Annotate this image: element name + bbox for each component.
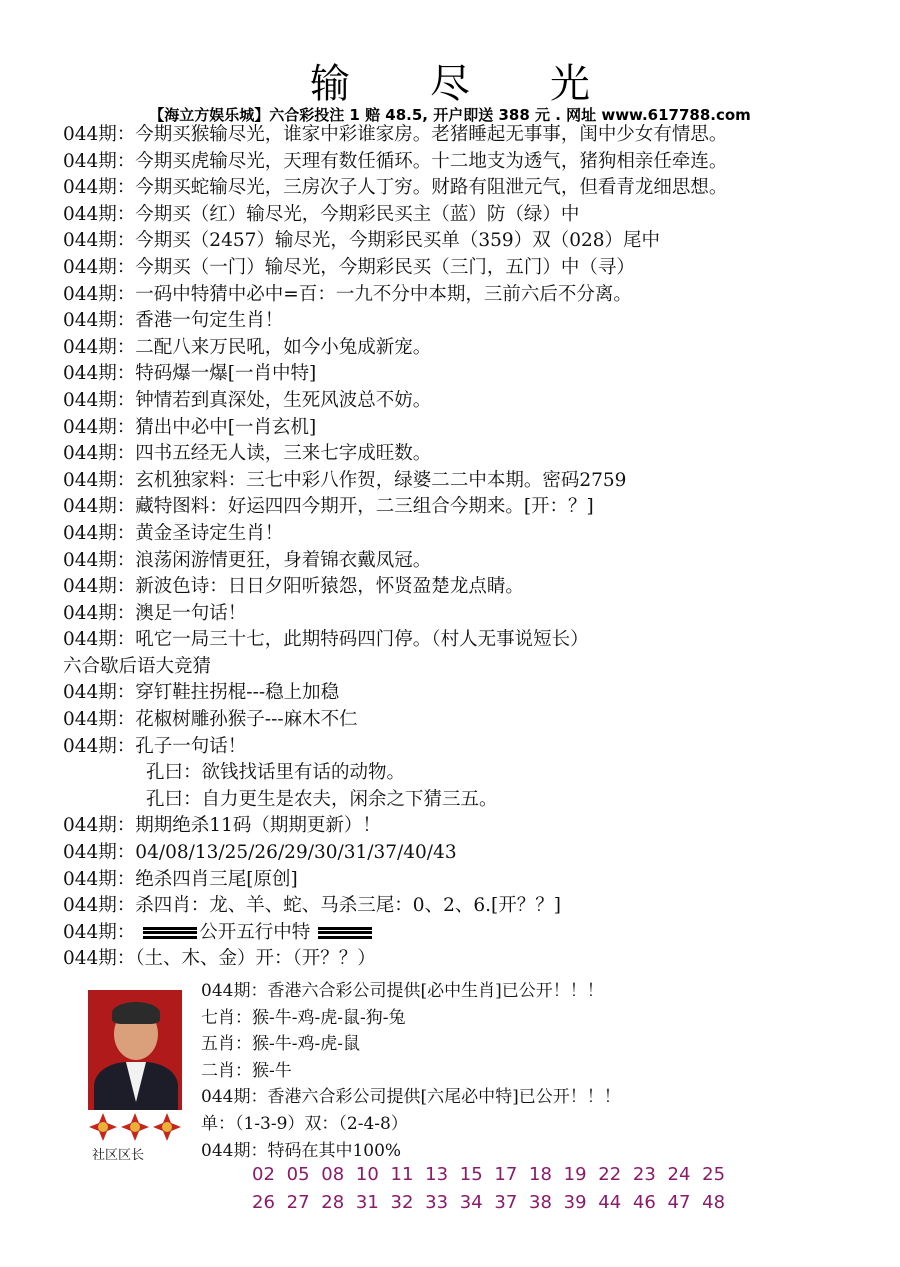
text-line: 044期：今期买（一门）输尽光，今期彩民买（三门，五门）中（寻） (63, 256, 635, 278)
text-line: 044期：藏特图料：好运四四今期开，二三组合今期来。[开：？] (63, 496, 594, 518)
cross-badge-icon (120, 1112, 150, 1142)
text-line: 044期：一码中特猜中必中=百：一九不分中本期，三前六后不分离。 (63, 283, 632, 305)
text-line: 孔曰：欲钱找话里有话的动物。 (146, 762, 406, 784)
wuxing-label: 公开五行中特 (199, 921, 311, 943)
text-line: 044期：新波色诗：日日夕阳听猿怨，怀贤盈楚龙点睛。 (63, 576, 524, 598)
text-line: 044期：二配八来万民吼，如今小兔成新宠。 (63, 336, 432, 358)
info-line: 044期：香港六合彩公司提供[六尾必中特]已公开！！！ (201, 1087, 621, 1108)
text-line: 044期：香港一句定生肖！ (63, 310, 284, 332)
text-line: 044期：四书五经无人读，三来七字成旺数。 (63, 443, 432, 465)
text-line: 044期：特码爆一爆[一肖中特] (63, 363, 317, 385)
text-line: 044期：今期买（红）输尽光，今期彩民买主（蓝）防（绿）中 (63, 203, 580, 225)
badges (88, 1112, 188, 1142)
cross-badge-icon (88, 1112, 118, 1142)
portrait-photo (88, 990, 182, 1110)
trigram-icon (143, 927, 197, 939)
text-line: 044期：澳足一句话！ (63, 602, 247, 624)
info-line: 二肖：猴-牛 (201, 1060, 292, 1081)
text-line: 044期：钟情若到真深处，生死风波总不妨。 (63, 389, 432, 411)
text-line: 044期：穿钉鞋拄拐棍---稳上加稳 (63, 682, 340, 704)
number-row: 26 27 28 31 32 33 34 37 38 39 44 46 47 48 (252, 1192, 726, 1213)
text-line: 044期：吼它一局三十七，此期特码四门停。（村人无事说短长） (63, 629, 589, 651)
text-line: 044期：杀四肖：龙、羊、蛇、马杀三尾：0、2、6.[开？？] (63, 895, 561, 917)
portrait-block (88, 990, 188, 1163)
info-line: 五肖：猴-牛-鸡-虎-鼠 (201, 1034, 360, 1055)
text-line: 044期：今期买（2457）输尽光，今期彩民买单（359）双（028）尾中 (63, 230, 661, 252)
text-line: 044期：玄机独家料：三七中彩八作贺，绿婆二二中本期。密码2759 (63, 469, 627, 491)
text-line: 044期：今期买猴输尽光，谁家中彩谁家房。老猪睡起无事事，闺中少女有情思。 (63, 124, 728, 145)
info-panel (201, 978, 891, 1164)
text-line: 044期：孔子一句话！ (63, 735, 247, 757)
text-line: 044期：04/08/13/25/26/29/30/31/37/40/43 (63, 842, 457, 864)
page-title: 输尽光 (310, 61, 670, 107)
info-line: 单：（1-3-9）双：（2-4-8） (201, 1113, 408, 1134)
text-line: 044期：浪荡闲游情更狂，身着锦衣戴凤冠。 (63, 549, 432, 571)
ad-banner: 【海立方娱乐城】六合彩投注 1 赔 48.5, 开户即送 388 元 . 网址 www.617788.com (149, 106, 751, 124)
portrait-caption: 社区区长 (92, 1148, 145, 1163)
text-line: 044期：黄金圣诗定生肖！ (63, 522, 284, 544)
text-line: 044期：猜出中必中[一肖玄机] (63, 416, 317, 438)
cross-badge-icon (152, 1112, 182, 1142)
text-line: 044期：（土、木、金）开：（开？？） (63, 948, 376, 970)
trigram-icon (318, 927, 372, 939)
text-line: 044期：今期买虎输尽光，天理有数任循环。十二地支为透气，猪狗相亲任牵连。 (63, 150, 728, 172)
prediction-lines (63, 122, 893, 973)
text-line: 孔曰：自力更生是农夫，闲余之下猜三五。 (146, 788, 498, 810)
wuxing-prefix: 044期： (63, 921, 136, 943)
info-line: 044期：香港六合彩公司提供[必中生肖]已公开！！！ (201, 981, 604, 1001)
text-line: 044期：今期买蛇输尽光，三房次子人丁穷。财路有阻泄元气，但看青龙细思想。 (63, 177, 728, 199)
text-line: 044期：期期绝杀11码（期期更新）！ (63, 815, 381, 837)
section-heading: 六合歇后语大竞猜 (63, 655, 212, 677)
text-line: 044期：花椒树雕孙猴子---麻木不仁 (63, 709, 358, 731)
number-row: 02 05 08 10 11 13 15 17 18 19 22 23 24 25 (252, 1164, 726, 1185)
info-line: 044期：特码在其中100% (201, 1140, 402, 1161)
wuxing-line (63, 920, 893, 947)
info-line: 七肖：猴-牛-鸡-虎-鼠-狗-兔 (201, 1007, 406, 1028)
text-line: 044期：绝杀四肖三尾[原创] (63, 868, 298, 890)
